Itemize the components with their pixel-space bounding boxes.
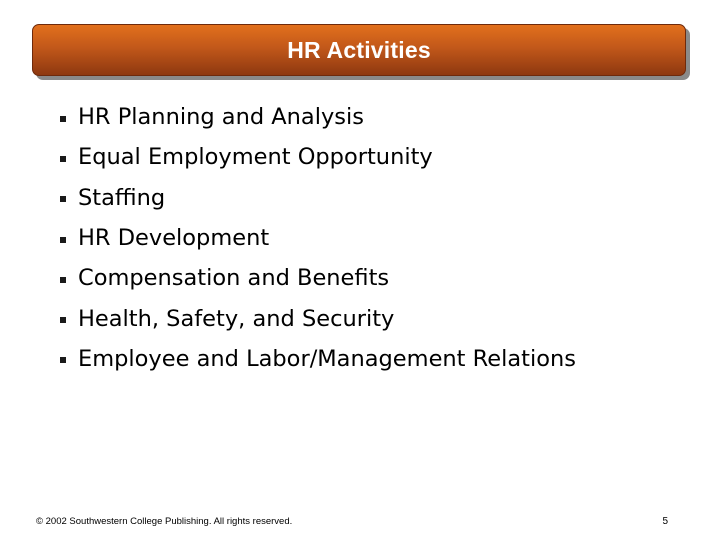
bullet-item [60,258,576,298]
page-number: 5 [662,516,668,527]
square-bullet-icon [60,317,66,323]
bullet-text: Staffing [78,184,166,211]
bullet-text: Equal Employment Opportunity [78,144,433,171]
square-bullet-icon [60,196,66,202]
bullet-text: HR Development [78,225,270,252]
bullet-item [60,218,576,258]
square-bullet-icon [60,357,66,363]
bullet-text: HR Planning and Analysis [78,104,364,131]
bullet-item [60,339,576,379]
bullet-item [60,178,576,218]
slide-title: HR Activities [287,36,431,63]
bullet-text: Compensation and Benefits [78,265,390,292]
bullet-text: Employee and Labor/Management Relations [78,345,576,372]
bullet-item [60,137,576,177]
bullet-text: Health, Safety, and Security [78,305,395,332]
square-bullet-icon [60,277,66,283]
copyright-footer: © 2002 Southwestern College Publishing. All rights reserved. [36,516,293,527]
bullet-item [60,97,576,137]
square-bullet-icon [60,116,66,122]
bullet-list [60,97,576,379]
title-bar [32,24,686,76]
bullet-item [60,298,576,338]
square-bullet-icon [60,237,66,243]
square-bullet-icon [60,156,66,162]
